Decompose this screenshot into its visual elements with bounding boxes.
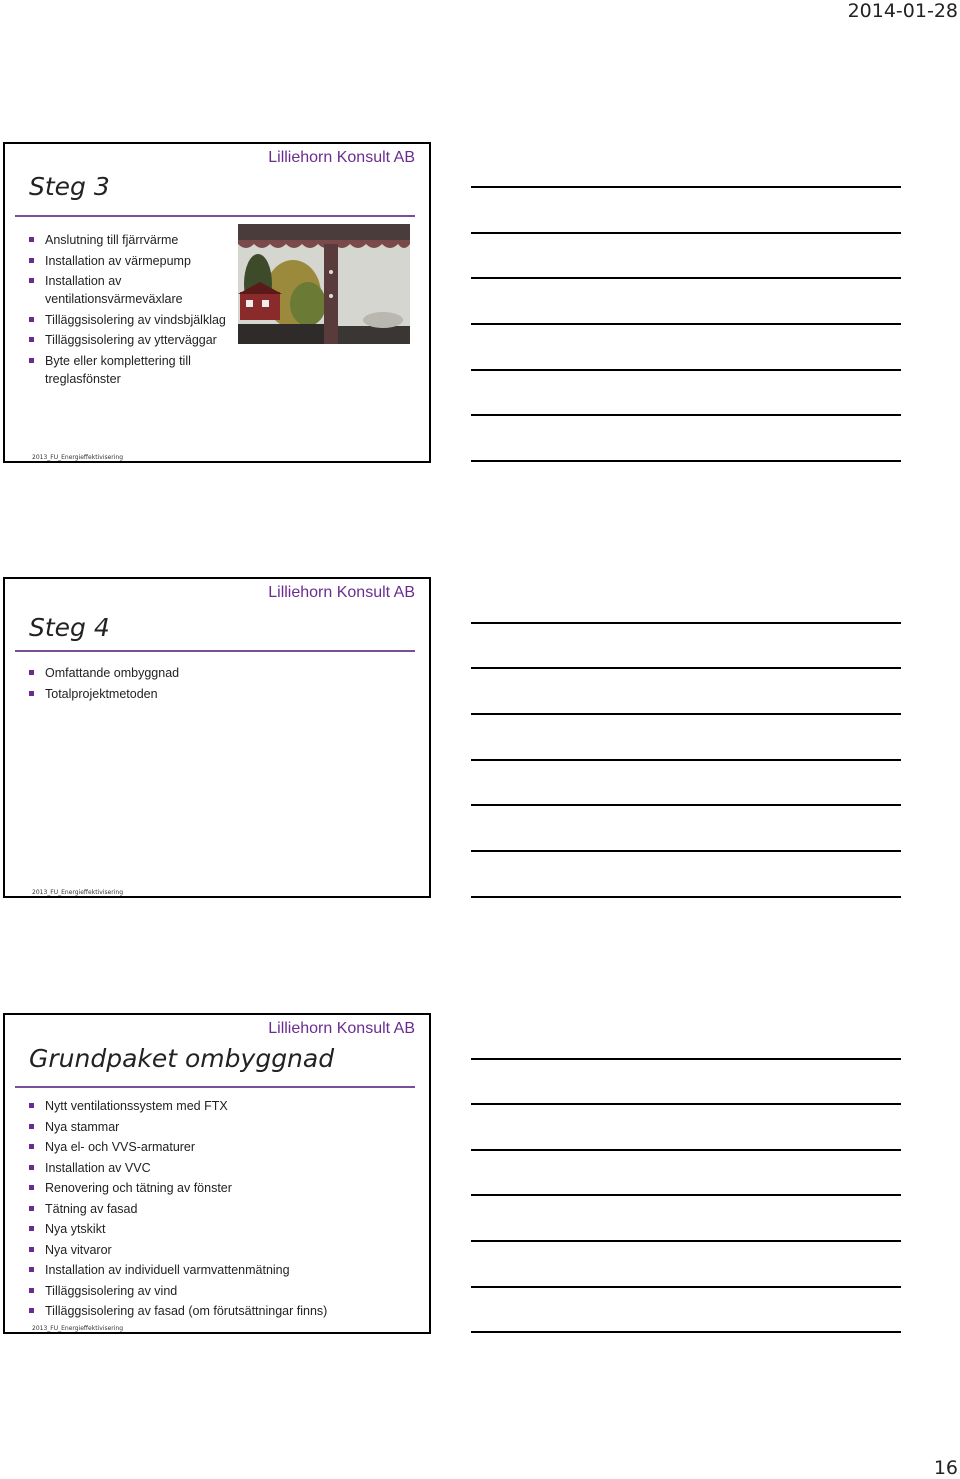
list-item: Tilläggsisolering av vind bbox=[27, 1282, 407, 1300]
bullet-icon bbox=[29, 1308, 34, 1313]
list-item: Totalprojektmetoden bbox=[27, 685, 327, 703]
bullet-icon bbox=[29, 1103, 34, 1108]
note-line bbox=[471, 232, 901, 234]
list-item: Installation av värmepump bbox=[27, 252, 227, 270]
company-name: Lilliehorn Konsult AB bbox=[268, 584, 415, 601]
title-divider bbox=[15, 215, 415, 217]
company-name: Lilliehorn Konsult AB bbox=[268, 149, 415, 166]
bullet-icon bbox=[29, 1144, 34, 1149]
list-item: Nya vitvaror bbox=[27, 1241, 407, 1259]
note-line bbox=[471, 713, 901, 715]
slide-grundpaket-ombyggnad bbox=[3, 1013, 431, 1334]
list-item: Tilläggsisolering av ytterväggar bbox=[27, 331, 227, 349]
note-line bbox=[471, 759, 901, 761]
title-divider bbox=[15, 650, 415, 652]
list-item: Nya stammar bbox=[27, 1118, 407, 1136]
note-line bbox=[471, 186, 901, 188]
slide-title: Grundpaket ombyggnad bbox=[29, 1044, 335, 1073]
note-line bbox=[471, 460, 901, 462]
note-line bbox=[471, 1149, 901, 1151]
company-name: Lilliehorn Konsult AB bbox=[268, 1020, 415, 1037]
title-divider bbox=[15, 1086, 415, 1088]
note-line bbox=[471, 369, 901, 371]
list-item: Byte eller komplettering till treglasfönster bbox=[27, 352, 215, 388]
list-item: Anslutning till fjärrvärme bbox=[27, 231, 227, 249]
bullet-icon bbox=[29, 278, 34, 283]
bullet-list bbox=[27, 1097, 407, 1323]
note-line bbox=[471, 277, 901, 279]
note-line bbox=[471, 850, 901, 852]
slide-footer: 2013_FU_Energieffektivisering bbox=[32, 889, 124, 896]
bullet-icon bbox=[29, 1206, 34, 1211]
bullet-icon bbox=[29, 337, 34, 342]
bullet-icon bbox=[29, 1226, 34, 1231]
note-line bbox=[471, 1103, 901, 1105]
bullet-list bbox=[27, 664, 327, 705]
slide-title: Steg 3 bbox=[29, 172, 110, 201]
bullet-icon bbox=[29, 670, 34, 675]
list-item: Nya el- och VVS-armaturer bbox=[27, 1138, 407, 1156]
house-photo bbox=[238, 224, 410, 344]
bullet-icon bbox=[29, 258, 34, 263]
note-line bbox=[471, 1286, 901, 1288]
page-number: 16 bbox=[933, 1457, 958, 1479]
bullet-icon bbox=[29, 1267, 34, 1272]
page-date: 2014-01-28 bbox=[847, 0, 958, 22]
bullet-icon bbox=[29, 1124, 34, 1129]
list-item: Omfattande ombyggnad bbox=[27, 664, 327, 682]
slide-footer: 2013_FU_Energieffektivisering bbox=[32, 454, 124, 461]
list-item: Installation av ventilationsvärmeväxlare bbox=[27, 272, 175, 308]
list-item: Nytt ventilationssystem med FTX bbox=[27, 1097, 407, 1115]
note-line bbox=[471, 896, 901, 898]
list-item: Tilläggsisolering av vindsbjälklag bbox=[27, 311, 227, 329]
bullet-icon bbox=[29, 1185, 34, 1190]
note-line bbox=[471, 804, 901, 806]
bullet-icon bbox=[29, 317, 34, 322]
note-line bbox=[471, 667, 901, 669]
list-item: Renovering och tätning av fönster bbox=[27, 1179, 407, 1197]
bullet-icon bbox=[29, 1165, 34, 1170]
list-item: Installation av VVC bbox=[27, 1159, 407, 1177]
list-item: Installation av individuell varmvattenmätning bbox=[27, 1261, 407, 1279]
list-item: Tätning av fasad bbox=[27, 1200, 407, 1218]
window-view-image bbox=[238, 224, 410, 344]
bullet-icon bbox=[29, 237, 34, 242]
slide-title: Steg 4 bbox=[29, 613, 110, 642]
list-item: Nya ytskikt bbox=[27, 1220, 407, 1238]
note-line bbox=[471, 1058, 901, 1060]
slide-steg-3 bbox=[3, 142, 431, 463]
bullet-icon bbox=[29, 1247, 34, 1252]
slide-steg-4 bbox=[3, 577, 431, 898]
note-line bbox=[471, 622, 901, 624]
note-line bbox=[471, 414, 901, 416]
note-line bbox=[471, 1240, 901, 1242]
list-item: Tilläggsisolering av fasad (om förutsättningar finns) bbox=[27, 1302, 407, 1320]
bullet-icon bbox=[29, 1288, 34, 1293]
slide-footer: 2013_FU_Energieffektivisering bbox=[32, 1325, 124, 1332]
bullet-list bbox=[27, 231, 227, 390]
note-line bbox=[471, 323, 901, 325]
note-line bbox=[471, 1331, 901, 1333]
note-line bbox=[471, 1194, 901, 1196]
bullet-icon bbox=[29, 358, 34, 363]
bullet-icon bbox=[29, 691, 34, 696]
